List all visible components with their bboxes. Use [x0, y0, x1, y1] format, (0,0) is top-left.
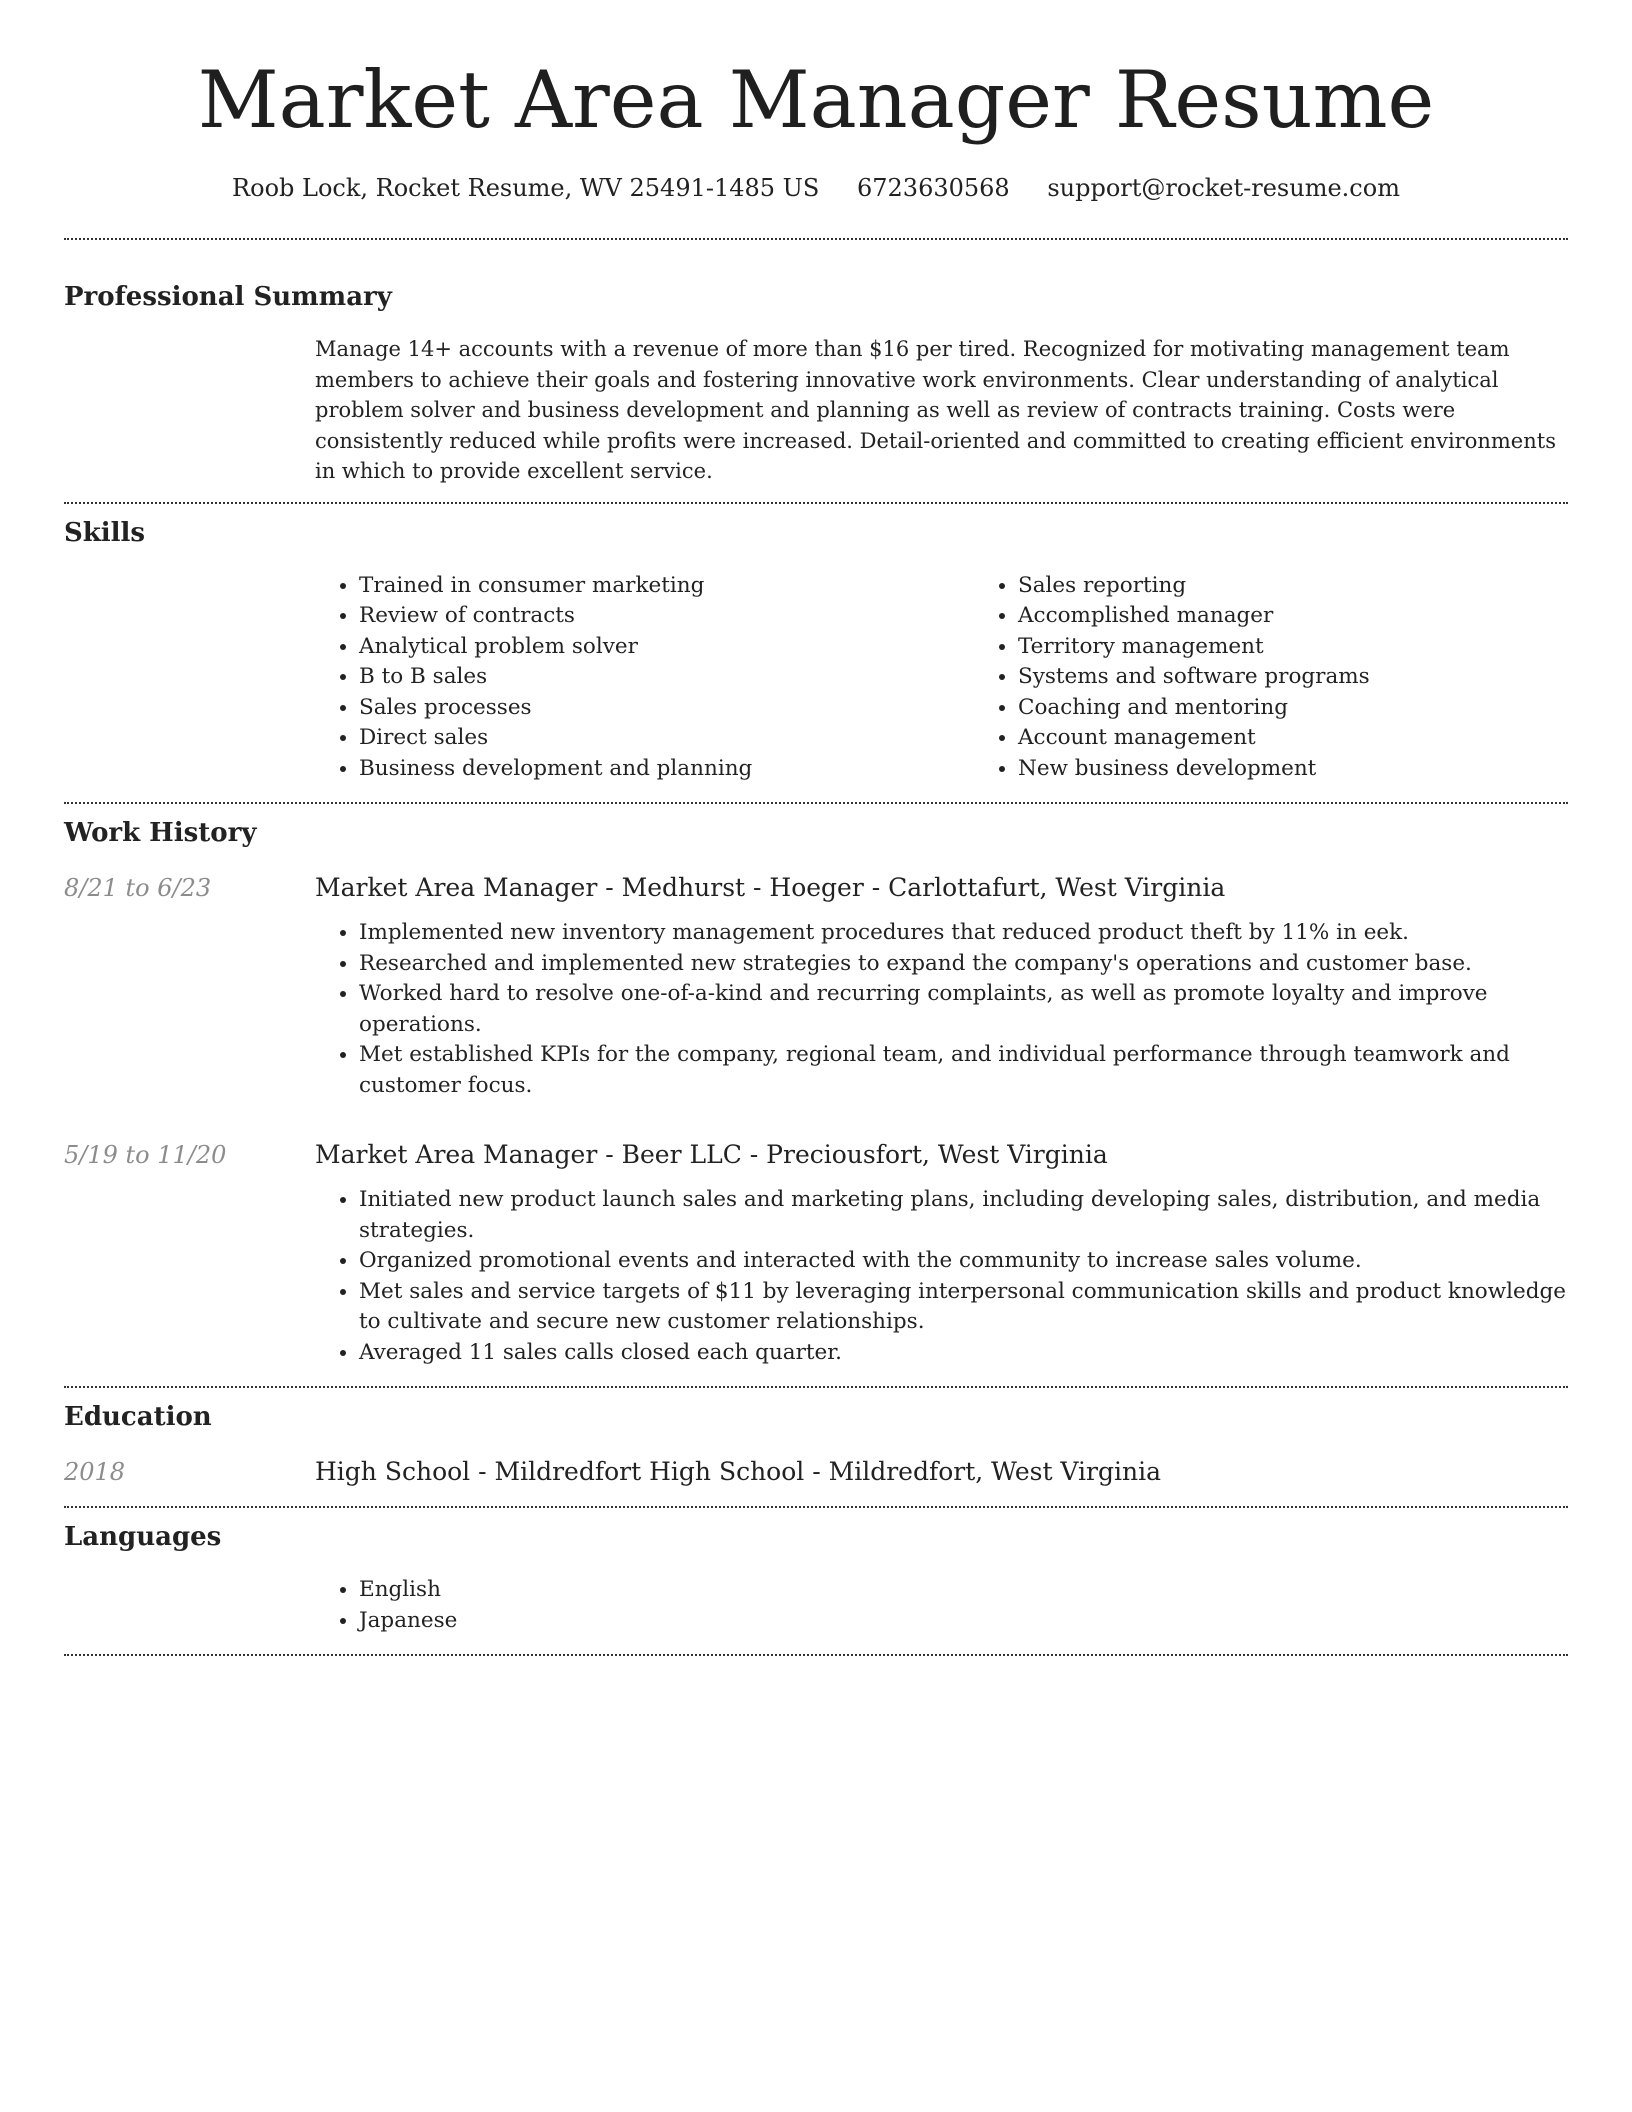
languages-section: [64, 1508, 1568, 1636]
resume-title: Market Area Manager Resume: [197, 54, 1435, 146]
skills-list-right: [974, 571, 1632, 785]
job-entry: [64, 1139, 1568, 1368]
skill-item: • Trained in consumer marketing: [359, 571, 974, 602]
job-dates: 5/19 to 11/20: [64, 1141, 227, 1169]
education-entry: High School - Mildredfort High School - Mildredfort, West Virginia: [315, 1457, 1161, 1486]
skills-list-left: [315, 571, 974, 785]
languages-list: [315, 1575, 1568, 1636]
job-bullet: • Averaged 11 sales calls closed each quarter.: [359, 1338, 1568, 1369]
job-bullet: • Implemented new inventory management procedures that reduced product theft by 11% in eek.: [359, 918, 1568, 949]
summary-text: Manage 14+ accounts with a revenue of more than $16 per tired. Recognized for motivating management team members to achieve their goals and fostering innovative work environments. Clear understanding of analytical problem solver and business development and planning as well as review of contracts training. Costs were consistently reduced while profits were increased. Detail-oriented and committed to creating efficient environments in which to provide excellent service.: [315, 337, 1556, 483]
skill-item: • Coaching and mentoring: [1018, 693, 1632, 724]
job-bullet: • Met sales and service targets of $11 by leveraging interpersonal communication skills and product knowledge to cultivate and secure new customer relationships.: [359, 1277, 1568, 1338]
skill-item: • Review of contracts: [359, 601, 974, 632]
job-bullets: [315, 918, 1568, 1101]
skill-item: • Accomplished manager: [1018, 601, 1632, 632]
contact-line: [64, 172, 1568, 204]
work-heading: Work History: [64, 818, 257, 848]
work-section: [64, 804, 1568, 1368]
job-bullet: • Worked hard to resolve one-of-a-kind and recurring complaints, as well as promote loyalty and improve operations.: [359, 979, 1568, 1040]
skill-item: • Analytical problem solver: [359, 632, 974, 663]
resume-page: [64, 0, 1568, 1656]
language-item: • English: [359, 1575, 1568, 1606]
job-bullets: [315, 1185, 1568, 1368]
language-item: • Japanese: [359, 1606, 1568, 1637]
contact-email: support@rocket-resume.com: [1047, 174, 1400, 202]
skill-item: • Territory management: [1018, 632, 1632, 663]
skill-item: • Account management: [1018, 723, 1632, 754]
skill-item: • Sales reporting: [1018, 571, 1632, 602]
job-bullet: • Organized promotional events and interacted with the community to increase sales volume.: [359, 1246, 1568, 1277]
languages-heading: Languages: [64, 1522, 222, 1552]
skills-section: [64, 504, 1568, 785]
skills-heading: Skills: [64, 517, 146, 548]
skill-item: • Sales processes: [359, 693, 974, 724]
education-year: 2018: [64, 1458, 126, 1486]
skill-item: • New business development: [1018, 754, 1632, 785]
job-dates: 8/21 to 6/23: [64, 874, 212, 902]
contact-phone: 6723630568: [856, 174, 1010, 202]
job-bullet: • Researched and implemented new strategies to expand the company's operations and customer base.: [359, 949, 1568, 980]
summary-section: [64, 240, 1568, 487]
contact-address: Roob Lock, Rocket Resume, WV 25491-1485 US: [232, 174, 820, 202]
skill-item: • Business development and planning: [359, 754, 974, 785]
skill-item: • B to B sales: [359, 662, 974, 693]
education-section: [64, 1388, 1568, 1488]
education-heading: Education: [64, 1402, 212, 1432]
divider: [64, 1654, 1568, 1656]
job-bullet: • Initiated new product launch sales and marketing plans, including developing sales, distribution, and media strategies.: [359, 1185, 1568, 1246]
job-title: Market Area Manager - Medhurst - Hoeger - Carlottafurt, West Virginia: [315, 873, 1226, 902]
summary-heading: Professional Summary: [64, 282, 392, 312]
skill-item: • Systems and software programs: [1018, 662, 1632, 693]
job-entry: [64, 872, 1568, 1101]
skill-item: • Direct sales: [359, 723, 974, 754]
job-bullet: • Met established KPIs for the company, regional team, and individual performance through teamwork and customer focus.: [359, 1040, 1568, 1101]
job-title: Market Area Manager - Beer LLC - Preciousfort, West Virginia: [315, 1140, 1108, 1169]
